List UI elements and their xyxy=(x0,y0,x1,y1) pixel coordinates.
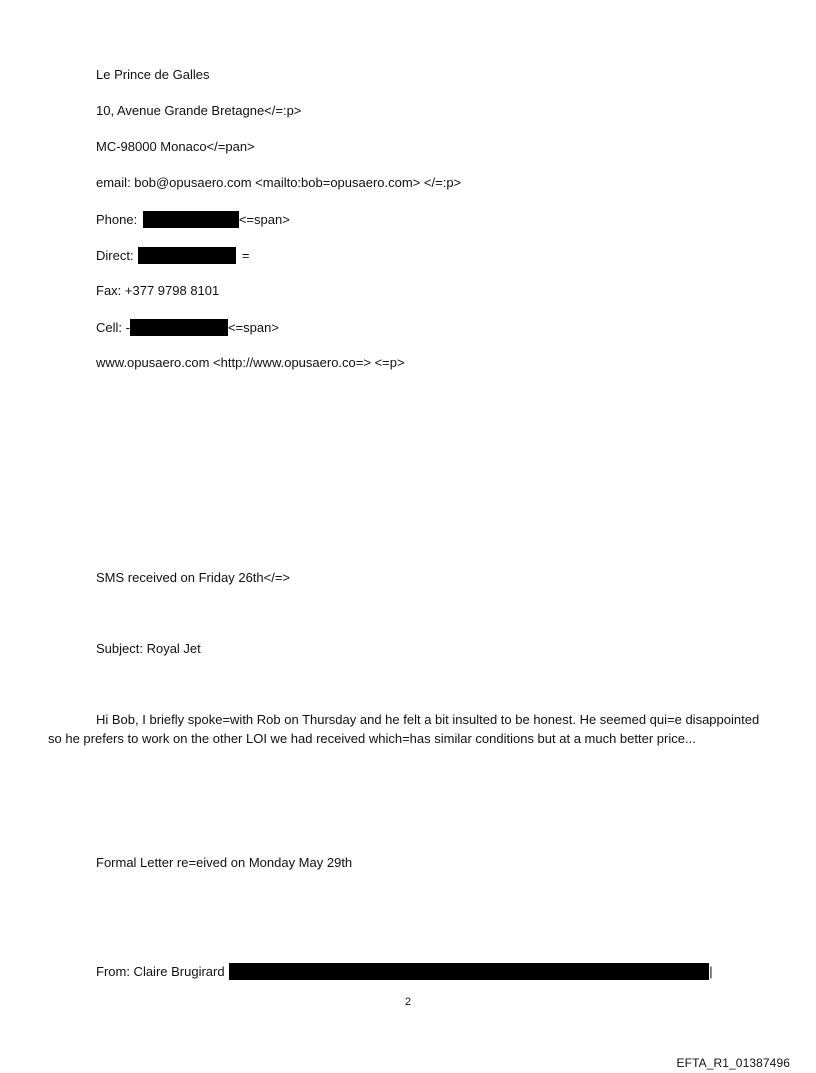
phone-suffix: <=span> xyxy=(238,212,290,227)
phone-line xyxy=(96,211,290,228)
cell-line xyxy=(96,319,279,336)
cell-redaction xyxy=(130,319,228,336)
sms-subject: Subject: Royal Jet xyxy=(96,641,201,656)
from-label: From: Claire Brugirard xyxy=(96,964,225,979)
sms-body: Hi Bob, I briefly spoke=with Rob on Thursday and he felt a bit insulted to be honest. He seemed qui=e disappointed so he prefers to work on the other LOI we had received which=has similar conditions but at a much better price... xyxy=(48,712,760,746)
direct-line xyxy=(96,247,249,264)
phone-redaction xyxy=(143,211,239,228)
cell-suffix: <=span> xyxy=(227,320,279,335)
from-line xyxy=(96,963,713,980)
email-line: email: bob@opusaero.com <mailto:bob=opusaero.com> </=:p> xyxy=(96,175,462,190)
direct-label: Direct: xyxy=(96,248,134,263)
website-line: www.opusaero.com <http://www.opusaero.co=> <=p> xyxy=(96,355,405,370)
from-suffix: | xyxy=(709,964,713,979)
document-id: EFTA_R1_01387496 xyxy=(676,1056,790,1070)
fax-line: Fax: +377 9798 8101 xyxy=(96,283,220,298)
phone-label: Phone: xyxy=(96,212,138,227)
letter-header: Formal Letter re=eived on Monday May 29th xyxy=(96,855,353,870)
company-name: Le Prince de Galles xyxy=(96,67,210,82)
cell-label: Cell: - xyxy=(96,320,130,335)
from-redaction xyxy=(229,963,709,980)
address-line: 10, Avenue Grande Bretagne</=:p> xyxy=(96,103,302,118)
direct-suffix: = xyxy=(241,248,250,263)
city-line: MC-98000 Monaco</=pan> xyxy=(96,139,255,154)
sms-header: SMS received on Friday 26th</=> xyxy=(96,570,291,585)
page-number: 2 xyxy=(404,996,412,1008)
direct-redaction xyxy=(138,247,236,264)
